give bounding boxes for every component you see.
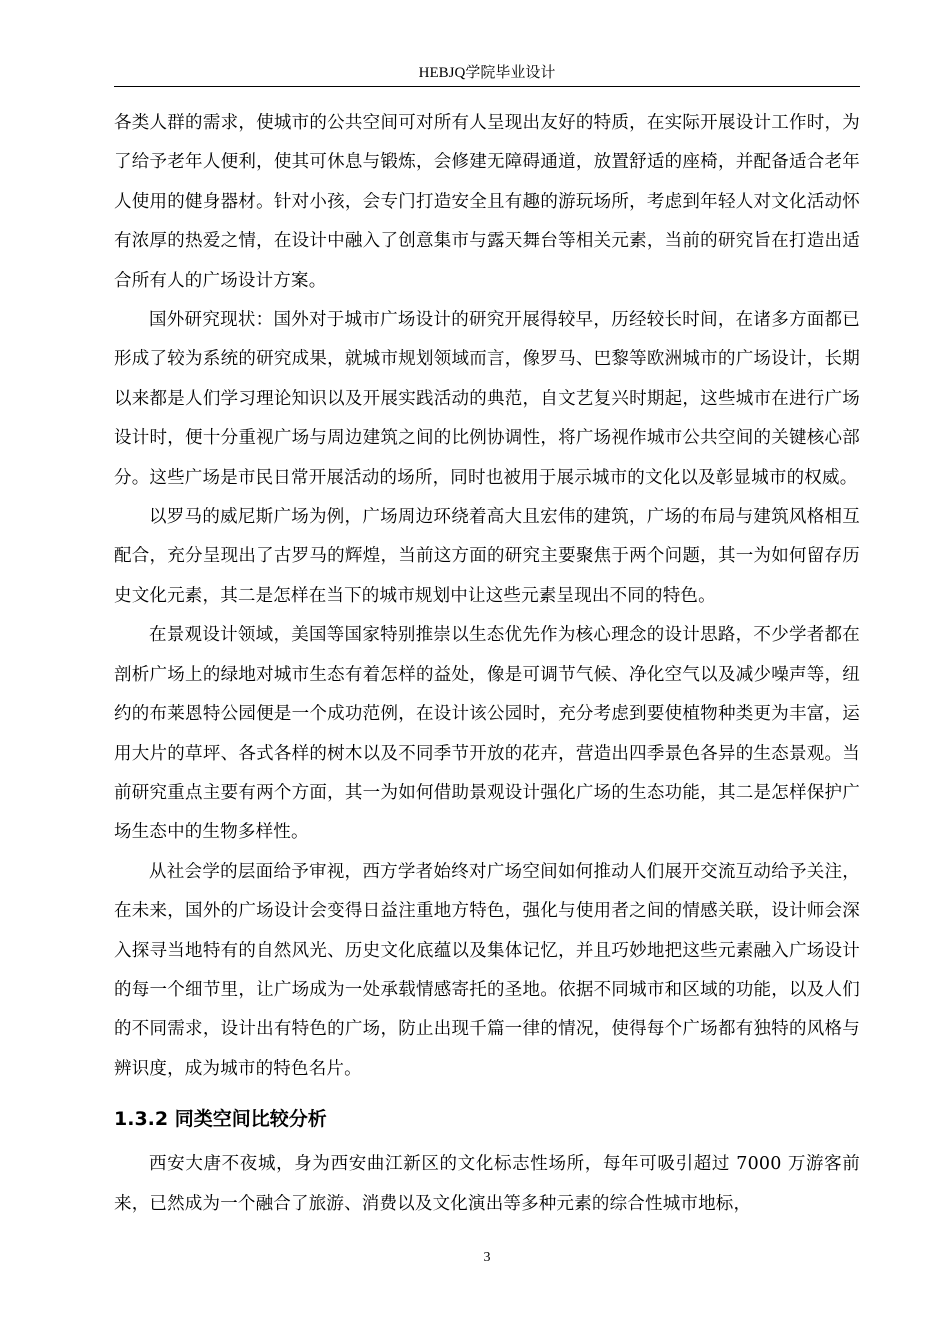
paragraph-landscape-design: 在景观设计领域，美国等国家特别推崇以生态优先作为核心理念的设计思路，不少学者都在剖析广场上的绿地对城市生态有着怎样的益处，像是可调节气候、净化空气以及减少噪声等，纽约的布莱恩特公园便是一个成功范例，在设计该公园时，充分考虑到要使植物种类更为丰富，运用大片的草坪、各式各样的树木以及不同季节开放的花卉，营造出四季景色各异的生态景观。当前研究重点主要有两个方面，其一为如何借助景观设计强化广场的生态功能，其二是怎样保护广场生态中的生物多样性。 — [114, 625, 860, 843]
paragraph-xian: 西安大唐不夜城，身为西安曲江新区的文化标志性场所，每年可吸引超过 7000 万游客前来，已然成为一个融合了旅游、消费以及文化演出等多种元素的综合性城市地标， — [114, 1154, 860, 1214]
paragraph-continued: 各类人群的需求，使城市的公共空间可对所有人呈现出友好的特质，在实际开展设计工作时，为了给予老年人便利，使其可休息与锻炼，会修建无障碍通道，放置舒适的座椅，并配备适合老年人使用的健身器材。针对小孩，会专门打造安全且有趣的游玩场所，考虑到年轻人对文化活动怀有浓厚的热爱之情，在设计中融入了创意集市与露天舞台等相关元素，当前的研究旨在打造出适合所有人的广场设计方案。 — [114, 113, 860, 291]
running-header: HEBJQ学院毕业设计 — [418, 65, 556, 81]
header-divider — [114, 86, 860, 87]
paragraph-sociology: 从社会学的层面给予审视，西方学者始终对广场空间如何推动人们展开交流互动给予关注，在未来，国外的广场设计会变得日益注重地方特色，强化与使用者之间的情感关联，设计师会深入探寻当地特有的自然风光、历史文化底蕴以及集体记忆，并且巧妙地把这些元素融入广场设计的每一个细节里，让广场成为一处承载情感寄托的圣地。依据不同城市和区域的功能，以及人们的不同需求，设计出有特色的广场，防止出现千篇一律的情况，使得每个广场都有独特的风格与辨识度，成为城市的特色名片。 — [114, 861, 860, 1079]
paragraph-foreign-research: 国外研究现状：国外对于城市广场设计的研究开展得较早，历经较长时间，在诸多方面都已形成了较为系统的研究成果，就城市规划领域而言，像罗马、巴黎等欧洲城市的广场设计，长期以来都是人们学习理论知识以及开展实践活动的典范，自文艺复兴时期起，这些城市在进行广场设计时，便十分重视广场与周边建筑之间的比例协调性，将广场视作城市公共空间的关键核心部分。这些广场是市民日常开展活动的场所，同时也被用于展示城市的文化以及彰显城市的权威。 — [114, 310, 860, 488]
page-number: 3 — [483, 1250, 491, 1265]
paragraph-rome-example: 以罗马的威尼斯广场为例，广场周边环绕着高大且宏伟的建筑，广场的布局与建筑风格相互配合，充分呈现出了古罗马的辉煌，当前这方面的研究主要聚焦于两个问题，其一为如何留存历史文化元素，其二是怎样在当下的城市规划中让这些元素呈现出不同的特色。 — [114, 507, 860, 606]
document-body — [114, 104, 860, 1224]
section-heading: 1.3.2 同类空间比较分析 — [114, 1108, 327, 1131]
